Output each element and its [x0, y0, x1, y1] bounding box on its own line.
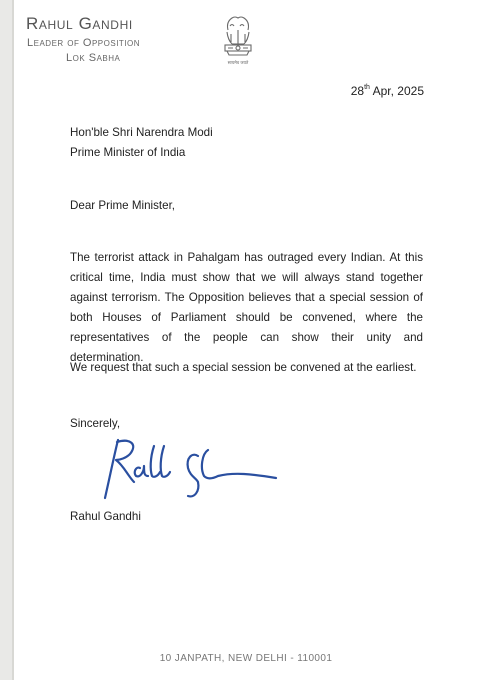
recipient-title: Prime Minister of India	[70, 146, 186, 159]
closing: Sincerely,	[70, 417, 121, 430]
letterhead-title: Leader of Opposition	[27, 37, 141, 49]
body-paragraph-2: We request that such a special session be convened at the earliest.	[70, 361, 417, 374]
letterhead-name: Rahul Gandhi	[26, 14, 133, 33]
letterhead-house: Lok Sabha	[66, 52, 121, 64]
salutation: Dear Prime Minister,	[70, 199, 176, 212]
date-suffix: th	[364, 84, 370, 91]
emblem-motto: सत्यमेव जयते	[227, 60, 249, 65]
signatory-name: Rahul Gandhi	[70, 510, 141, 523]
date-rest: Apr, 2025	[369, 84, 424, 98]
date-day: 28	[350, 84, 365, 98]
letter-date	[351, 84, 424, 98]
national-emblem-icon	[219, 12, 257, 76]
body-paragraph-1: The terrorist attack in Pahalgam has outraged every Indian. At this critical time, India must show that we will always stand together against terrorism. The Opposition believes that a special session of both Houses of Parliament should be convened, where the representatives of the people can show their unity and determination.	[70, 251, 423, 364]
handwritten-signature	[100, 436, 280, 502]
footer-address: 10 JANPATH, NEW DELHI - 110001	[159, 653, 333, 664]
recipient-name: Hon'ble Shri Narendra Modi	[70, 126, 213, 139]
letter-page	[12, 0, 480, 680]
